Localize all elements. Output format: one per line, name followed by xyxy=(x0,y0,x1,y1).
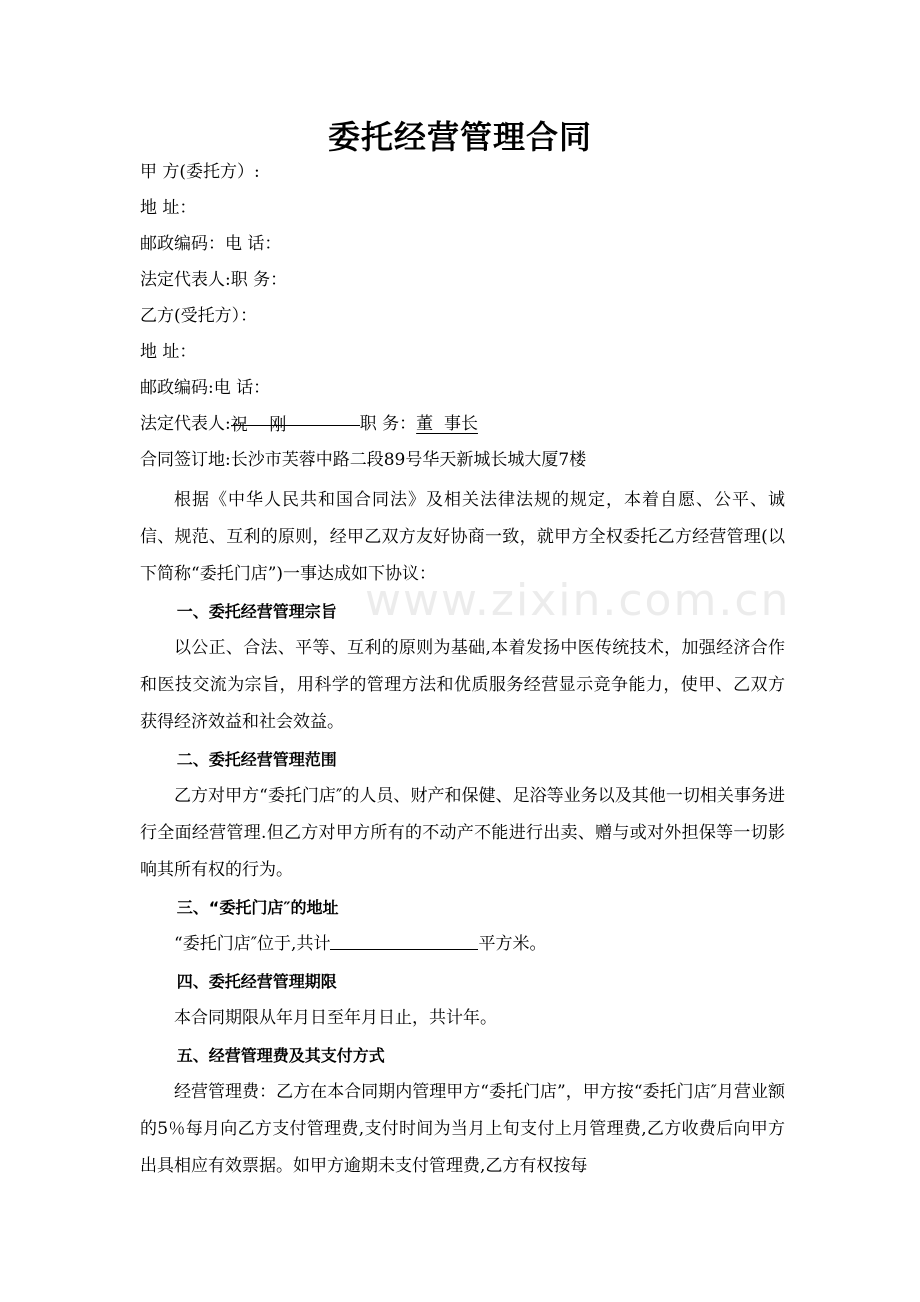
rep-name-field xyxy=(230,407,360,435)
rep-title-label: 职 务： xyxy=(359,414,417,434)
section-1-text: 以公正、合法、平等、互利的原则为基础,本着发扬中医传统技术，加强经济合作和医技交流为宗旨，用科学的管理方法和优质服务经营显示竞争能力，使甲、乙双方获得经济效益和社会效益。 xyxy=(140,638,785,732)
contract-title: 委托经营管理合同 xyxy=(327,118,592,156)
intro-paragraph: 根据《中华人民共和国合同法》及相关法律法规的规定，本着自愿、公平、诚信、规范、互利的原则，经甲乙双方友好协商一致，就甲方全权委托乙方经营管理(以下简称“委托门店”)一事达成如下协议： xyxy=(140,490,785,584)
area-blank xyxy=(330,931,478,950)
contract-body xyxy=(140,154,785,1185)
party-b-representative xyxy=(140,406,785,442)
party-a-line: 甲 方(委托方）: xyxy=(140,162,260,182)
section-2-heading: 二、委托经营管理范围 xyxy=(176,750,337,769)
section-4-heading: 四、委托经营管理期限 xyxy=(176,972,337,991)
section-3-text-after: 平方米。 xyxy=(478,934,547,954)
section-3-text-before: “委托门店″位于,共计 xyxy=(174,934,331,954)
watermark: www.zixin.com.cn xyxy=(365,575,791,626)
section-5-heading: 五、经营管理费及其支付方式 xyxy=(176,1046,385,1065)
section-3-text xyxy=(140,926,785,963)
party-b-postal-phone: 邮政编码:电 话： xyxy=(140,378,271,398)
party-a-representative: 法定代表人:职 务： xyxy=(140,270,288,290)
rep-name: 祝 刚 xyxy=(230,415,287,435)
sign-place: 合同签订地:长沙市芙蓉中路二段89号华天新城长城大厦7楼 xyxy=(140,450,587,470)
rep-title: 董 事长 xyxy=(416,414,478,434)
section-1-heading: 一、委托经营管理宗旨 xyxy=(176,602,337,621)
party-a-postal-phone: 邮政编码：电 话： xyxy=(140,234,282,254)
party-b-line: 乙方(受托方）： xyxy=(140,306,258,326)
section-2-text: 乙方对甲方“委托门店″的人员、财产和保健、足浴等业务以及其他一切相关事务进行全面经营管理.但乙方对甲方所有的不动产不能进行出卖、赠与或对外担保等一切影响其所有权的行为。 xyxy=(140,786,785,880)
section-5-text: 经营管理费：乙方在本合同期内管理甲方“委托门店”，甲方按“委托门店″月营业额的5％每月向乙方支付管理费,支付时间为当月上旬支付上月管理费,乙方收费后向甲方出具相应有效票据。如甲方逾期未支付管理费,乙方有权按每 xyxy=(140,1082,785,1176)
section-3-heading: 三、“委托门店″的地址 xyxy=(176,898,339,917)
section-4-text: 本合同期限从年月日至年月日止，共计年。 xyxy=(174,1008,497,1028)
party-b-address: 地 址： xyxy=(140,342,197,362)
rep-label: 法定代表人: xyxy=(140,414,231,434)
party-a-address: 地 址： xyxy=(140,198,197,218)
